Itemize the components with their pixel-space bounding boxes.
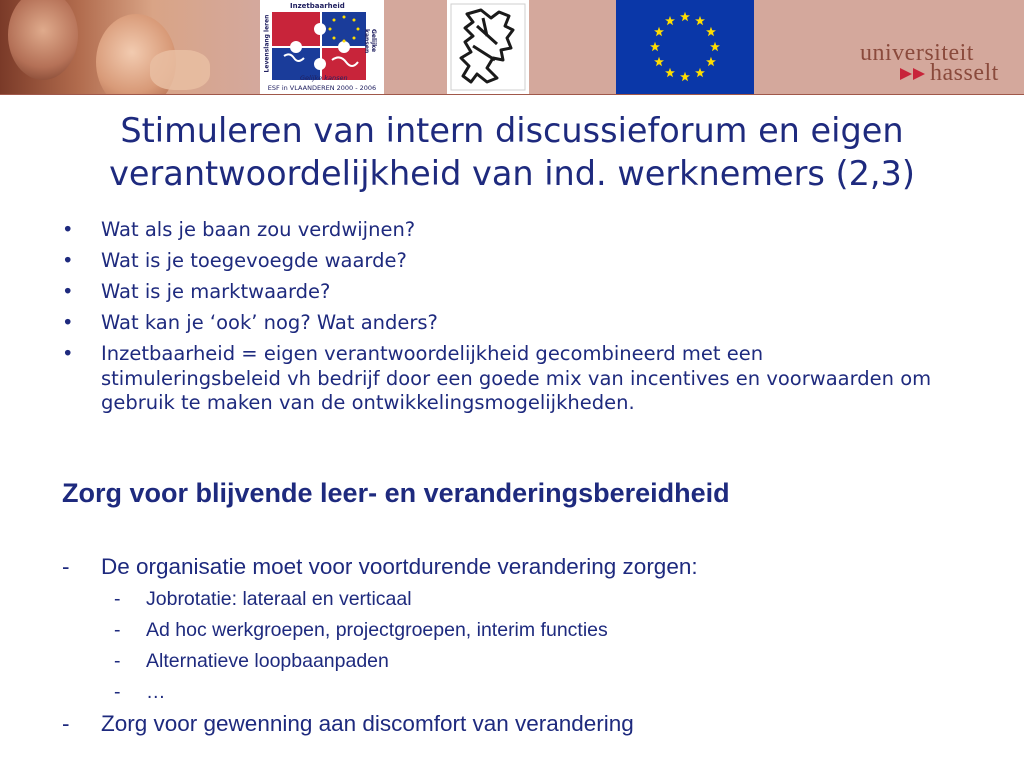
bullet-marker: •: [62, 249, 74, 272]
slide-title-line2: verantwoordelijkheid van ind. werknemers (2,3): [109, 154, 915, 193]
esf-top-text: Inzetbaarheid: [290, 2, 345, 10]
header-divider: [0, 94, 1024, 95]
list-item-text: Wat is je marktwaarde?: [101, 280, 331, 303]
eu-star: [680, 12, 690, 21]
list-item-text: Alternatieve loopbaanpaden: [146, 650, 389, 672]
list-item: [114, 646, 608, 677]
list-item: [114, 677, 608, 708]
university-logo-line2: hasselt: [930, 60, 999, 86]
university-logo: [860, 40, 1016, 86]
bullet-marker: •: [62, 311, 74, 334]
eu-flag-logo: [616, 0, 754, 94]
list-item: [62, 342, 942, 416]
eu-star: [680, 72, 690, 81]
dash-marker: -: [114, 619, 121, 641]
list-item: [62, 218, 942, 243]
eu-star: [665, 16, 675, 25]
flemish-lion-logo: [447, 0, 529, 94]
esf-logo: [260, 0, 384, 94]
dash-list-level1-end: [62, 710, 634, 738]
list-item-text: Zorg voor gewenning aan discomfort van verandering: [101, 711, 634, 736]
bullet-list: [62, 218, 942, 422]
section-heading: Zorg voor blijvende leer- en veranderingsbereidheid: [62, 478, 730, 508]
esf-left-text: Levenslang leren: [263, 14, 271, 73]
list-item: [62, 311, 942, 336]
university-logo-line1: universiteit: [860, 40, 974, 66]
list-item: [62, 710, 634, 738]
esf-right-text: Gelijke kansen: [363, 29, 377, 54]
dash-list-level2: [114, 584, 608, 708]
dash-marker: -: [114, 681, 121, 703]
bullet-marker: •: [62, 342, 74, 365]
header-photo: [0, 0, 255, 94]
list-item: [62, 280, 942, 305]
bullet-marker: •: [62, 280, 74, 303]
eu-star: [650, 42, 660, 51]
eu-star: [654, 57, 664, 66]
dash-marker: -: [114, 588, 121, 610]
list-item: [114, 584, 608, 615]
list-item-text: Wat is je toegevoegde waarde?: [101, 249, 407, 272]
list-item: [62, 249, 942, 274]
eu-star: [710, 42, 720, 51]
esf-caption: Gelijke kansen: [300, 74, 348, 82]
slide-title-line1: Stimuleren van intern discussieforum en eigen: [120, 111, 904, 150]
dash-marker: -: [62, 711, 70, 736]
list-item-text: …: [146, 681, 166, 703]
list-item-text: Wat kan je ‘ook’ nog? Wat anders?: [101, 311, 438, 334]
list-item: [114, 615, 608, 646]
flemish-lion-icon: [447, 0, 529, 94]
play-arrows-icon: [900, 67, 928, 81]
eu-star: [706, 27, 716, 36]
dash-marker: -: [114, 650, 121, 672]
list-item: [62, 553, 698, 581]
dash-marker: -: [62, 554, 70, 579]
bullet-marker: •: [62, 218, 74, 241]
eu-star: [706, 57, 716, 66]
list-item-text: Wat als je baan zou verdwijnen?: [101, 218, 416, 241]
esf-footer: ESF in VLAANDEREN 2000 - 2006: [267, 84, 377, 92]
eu-star: [695, 68, 705, 77]
eu-star: [654, 27, 664, 36]
eu-star: [665, 68, 675, 77]
eu-stars-icon: [616, 0, 754, 94]
list-item-text: Ad hoc werkgroepen, projectgroepen, interim functies: [146, 619, 608, 641]
dash-list-level1: [62, 553, 698, 581]
list-item-text: De organisatie moet voor voortdurende verandering zorgen:: [101, 554, 698, 579]
list-item-text: Inzetbaarheid = eigen verantwoordelijkheid gecombineerd met een stimuleringsbeleid vh bedrijf door een goede mix van incentives en voorwaarden om gebruik te maken van de ontwikkelingsmogelijkheden.: [101, 342, 932, 414]
list-item-text: Jobrotatie: lateraal en verticaal: [146, 588, 412, 610]
slide-title: [10, 109, 1014, 195]
eu-star: [695, 16, 705, 25]
